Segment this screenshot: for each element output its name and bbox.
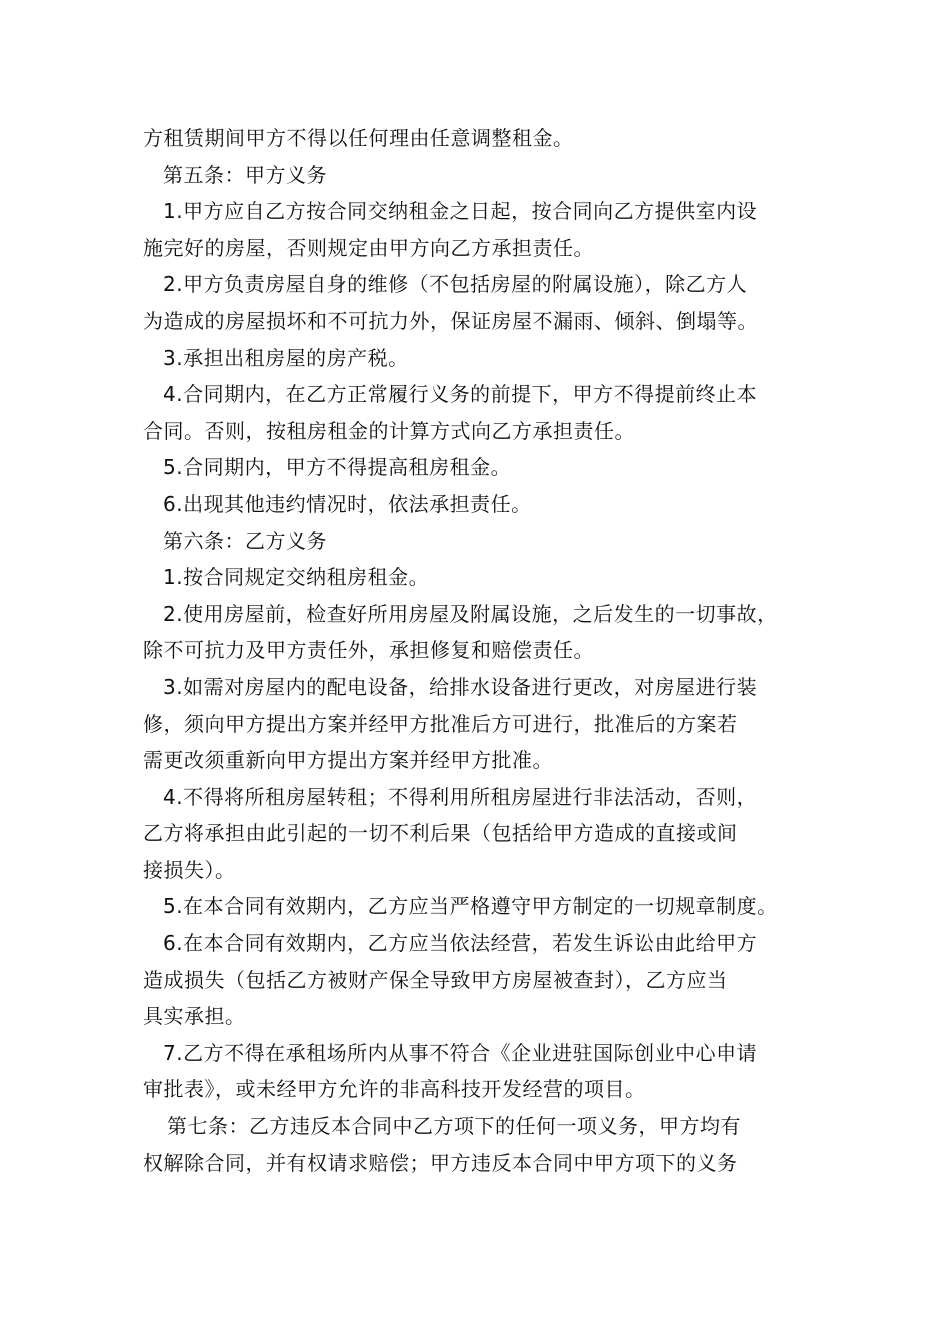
text-line: 4.合同期内，在乙方正常履行义务的前提下，甲方不得提前终止本 [163,382,758,407]
text-line: 乙方将承担由此引起的一切不利后果（包括给甲方造成的直接或间 [143,821,738,846]
document-body [143,120,823,1181]
text-line: 需更改须重新向甲方提出方案并经甲方批准。 [143,748,553,773]
text-line: 4.不得将所租房屋转租；不得利用所租房屋进行非法活动，否则， [163,784,758,809]
text-line: 除不可抗力及甲方责任外，承担修复和赔偿责任。 [143,638,594,663]
text-line: 7.乙方不得在承租场所内从事不符合《企业进驻国际创业中心申请 [163,1040,758,1065]
text-line: 审批表》，或未经甲方允许的非高科技开发经营的项目。 [143,1077,646,1102]
text-line: 2.使用房屋前，检查好所用房屋及附属设施，之后发生的一切事故， [163,601,778,626]
text-line: 施完好的房屋，否则规定由甲方向乙方承担责任。 [143,235,594,260]
section-heading: 第六条：乙方义务 [163,528,327,553]
section-heading: 第七条：乙方违反本合同中乙方项下的任何一项义务，甲方均有 [167,1114,741,1139]
text-line: 3.如需对房屋内的配电设备，给排水设备进行更改，对房屋进行装 [163,674,758,699]
text-line: 为造成的房屋损坏和不可抗力外，保证房屋不漏雨、倾斜、倒塌等。 [143,308,758,333]
text-line: 权解除合同，并有权请求赔偿；甲方违反本合同中甲方项下的义务 [143,1150,738,1175]
text-line: 6.出现其他违约情况时，依法承担责任。 [163,491,532,516]
text-line: 6.在本合同有效期内，乙方应当依法经营，若发生诉讼由此给甲方 [163,931,758,956]
text-line: 合同。否则，按租房租金的计算方式向乙方承担责任。 [143,418,635,443]
text-line: 5.在本合同有效期内，乙方应当严格遵守甲方制定的一切规章制度。 [163,894,778,919]
text-line: 1.按合同规定交纳租房租金。 [163,565,430,590]
section-heading: 第五条：甲方义务 [163,162,327,187]
text-line: 5.合同期内，甲方不得提高租房租金。 [163,455,512,480]
text-line: 接损失）。 [143,857,236,882]
text-line: 修，须向甲方提出方案并经甲方批准后方可进行，批准后的方案若 [143,711,738,736]
text-line: 3.承担出租房屋的房产税。 [163,345,409,370]
text-line: 1.甲方应自乙方按合同交纳租金之日起，按合同向乙方提供室内设 [163,199,758,224]
text-line: 造成损失（包括乙方被财产保全导致甲方房屋被查封），乙方应当 [143,967,728,992]
text-line: 具实承担。 [143,1004,246,1029]
text-line: 方租赁期间甲方不得以任何理由任意调整租金。 [143,126,574,150]
text-line: 2.甲方负责房屋自身的维修（不包括房屋的附属设施），除乙方人 [163,272,748,297]
